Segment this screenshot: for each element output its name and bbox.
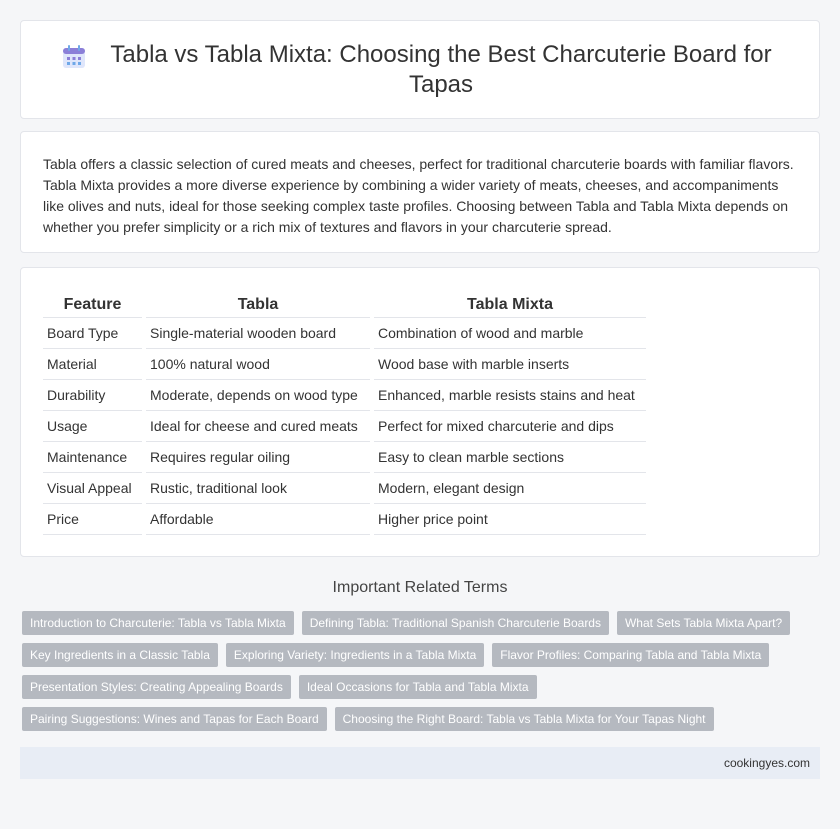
table-cell: Easy to clean marble sections	[374, 442, 646, 473]
table-cell: Affordable	[146, 504, 370, 535]
related-term-tag[interactable]: Exploring Variety: Ingredients in a Tabla Mixta	[226, 643, 484, 667]
table-cell: Ideal for cheese and cured meats	[146, 411, 370, 442]
related-term-tag[interactable]: What Sets Tabla Mixta Apart?	[617, 611, 790, 635]
related-term-tag[interactable]: Ideal Occasions for Tabla and Tabla Mixta	[299, 675, 537, 699]
table-row	[43, 380, 646, 411]
related-terms-list	[0, 611, 840, 739]
table-row	[43, 504, 646, 535]
column-header-feature: Feature	[43, 294, 142, 318]
table-row	[43, 411, 646, 442]
comparison-table	[39, 294, 650, 535]
table-row	[43, 349, 646, 380]
table-cell: Board Type	[43, 318, 142, 349]
table-cell: Enhanced, marble resists stains and heat	[374, 380, 646, 411]
related-term-tag[interactable]: Defining Tabla: Traditional Spanish Charcuterie Boards	[302, 611, 609, 635]
table-cell: Modern, elegant design	[374, 473, 646, 504]
table-row	[43, 318, 646, 349]
title-wrap	[61, 40, 779, 100]
table-cell: Visual Appeal	[43, 473, 142, 504]
related-term-tag[interactable]: Choosing the Right Board: Tabla vs Tabla Mixta for Your Tapas Night	[335, 707, 714, 731]
intro-text: Tabla offers a classic selection of cured meats and cheeses, perfect for traditional charcuterie boards with familiar flavors. Tabla Mixta provides a more diverse experience by combining a wider variety of meats, cheeses, and accompaniments like olives and nuts, ideal for those seeking complex taste profiles. Choosing between Tabla and Tabla Mixta depends on whether you prefer simplicity or a rich mix of textures and flavors in your charcuterie spread.	[43, 156, 794, 235]
table-cell: Material	[43, 349, 142, 380]
table-cell: Perfect for mixed charcuterie and dips	[374, 411, 646, 442]
table-header-row	[43, 294, 646, 318]
related-term-tag[interactable]: Pairing Suggestions: Wines and Tapas for Each Board	[22, 707, 327, 731]
related-term-tag[interactable]: Presentation Styles: Creating Appealing Boards	[22, 675, 291, 699]
table-row	[43, 442, 646, 473]
comparison-card	[20, 267, 820, 557]
table-cell: Wood base with marble inserts	[374, 349, 646, 380]
table-cell: Moderate, depends on wood type	[146, 380, 370, 411]
table-cell: Higher price point	[374, 504, 646, 535]
related-term-tag[interactable]: Introduction to Charcuterie: Tabla vs Tabla Mixta	[22, 611, 294, 635]
table-cell: Rustic, traditional look	[146, 473, 370, 504]
table-cell: Maintenance	[43, 442, 142, 473]
page-title: Tabla vs Tabla Mixta: Choosing the Best Charcuterie Board for Tapas	[110, 40, 772, 98]
related-term-tag[interactable]: Key Ingredients in a Classic Tabla	[22, 643, 218, 667]
footer-site-link[interactable]: cookingyes.com	[723, 756, 810, 770]
table-cell: Single-material wooden board	[146, 318, 370, 349]
footer	[20, 747, 820, 779]
table-cell: Usage	[43, 411, 142, 442]
related-term-tag[interactable]: Flavor Profiles: Comparing Tabla and Tabla Mixta	[492, 643, 769, 667]
intro-card	[20, 131, 820, 253]
column-header-tabla: Tabla	[146, 294, 370, 318]
table-cell: Combination of wood and marble	[374, 318, 646, 349]
header-card	[20, 20, 820, 119]
table-row	[43, 473, 646, 504]
column-header-tabla-mixta: Tabla Mixta	[374, 294, 646, 318]
table-cell: Price	[43, 504, 142, 535]
related-terms-title: Important Related Terms	[332, 579, 508, 596]
table-cell: Requires regular oiling	[146, 442, 370, 473]
calendar-icon	[61, 44, 87, 70]
table-cell: 100% natural wood	[146, 349, 370, 380]
table-cell: Durability	[43, 380, 142, 411]
